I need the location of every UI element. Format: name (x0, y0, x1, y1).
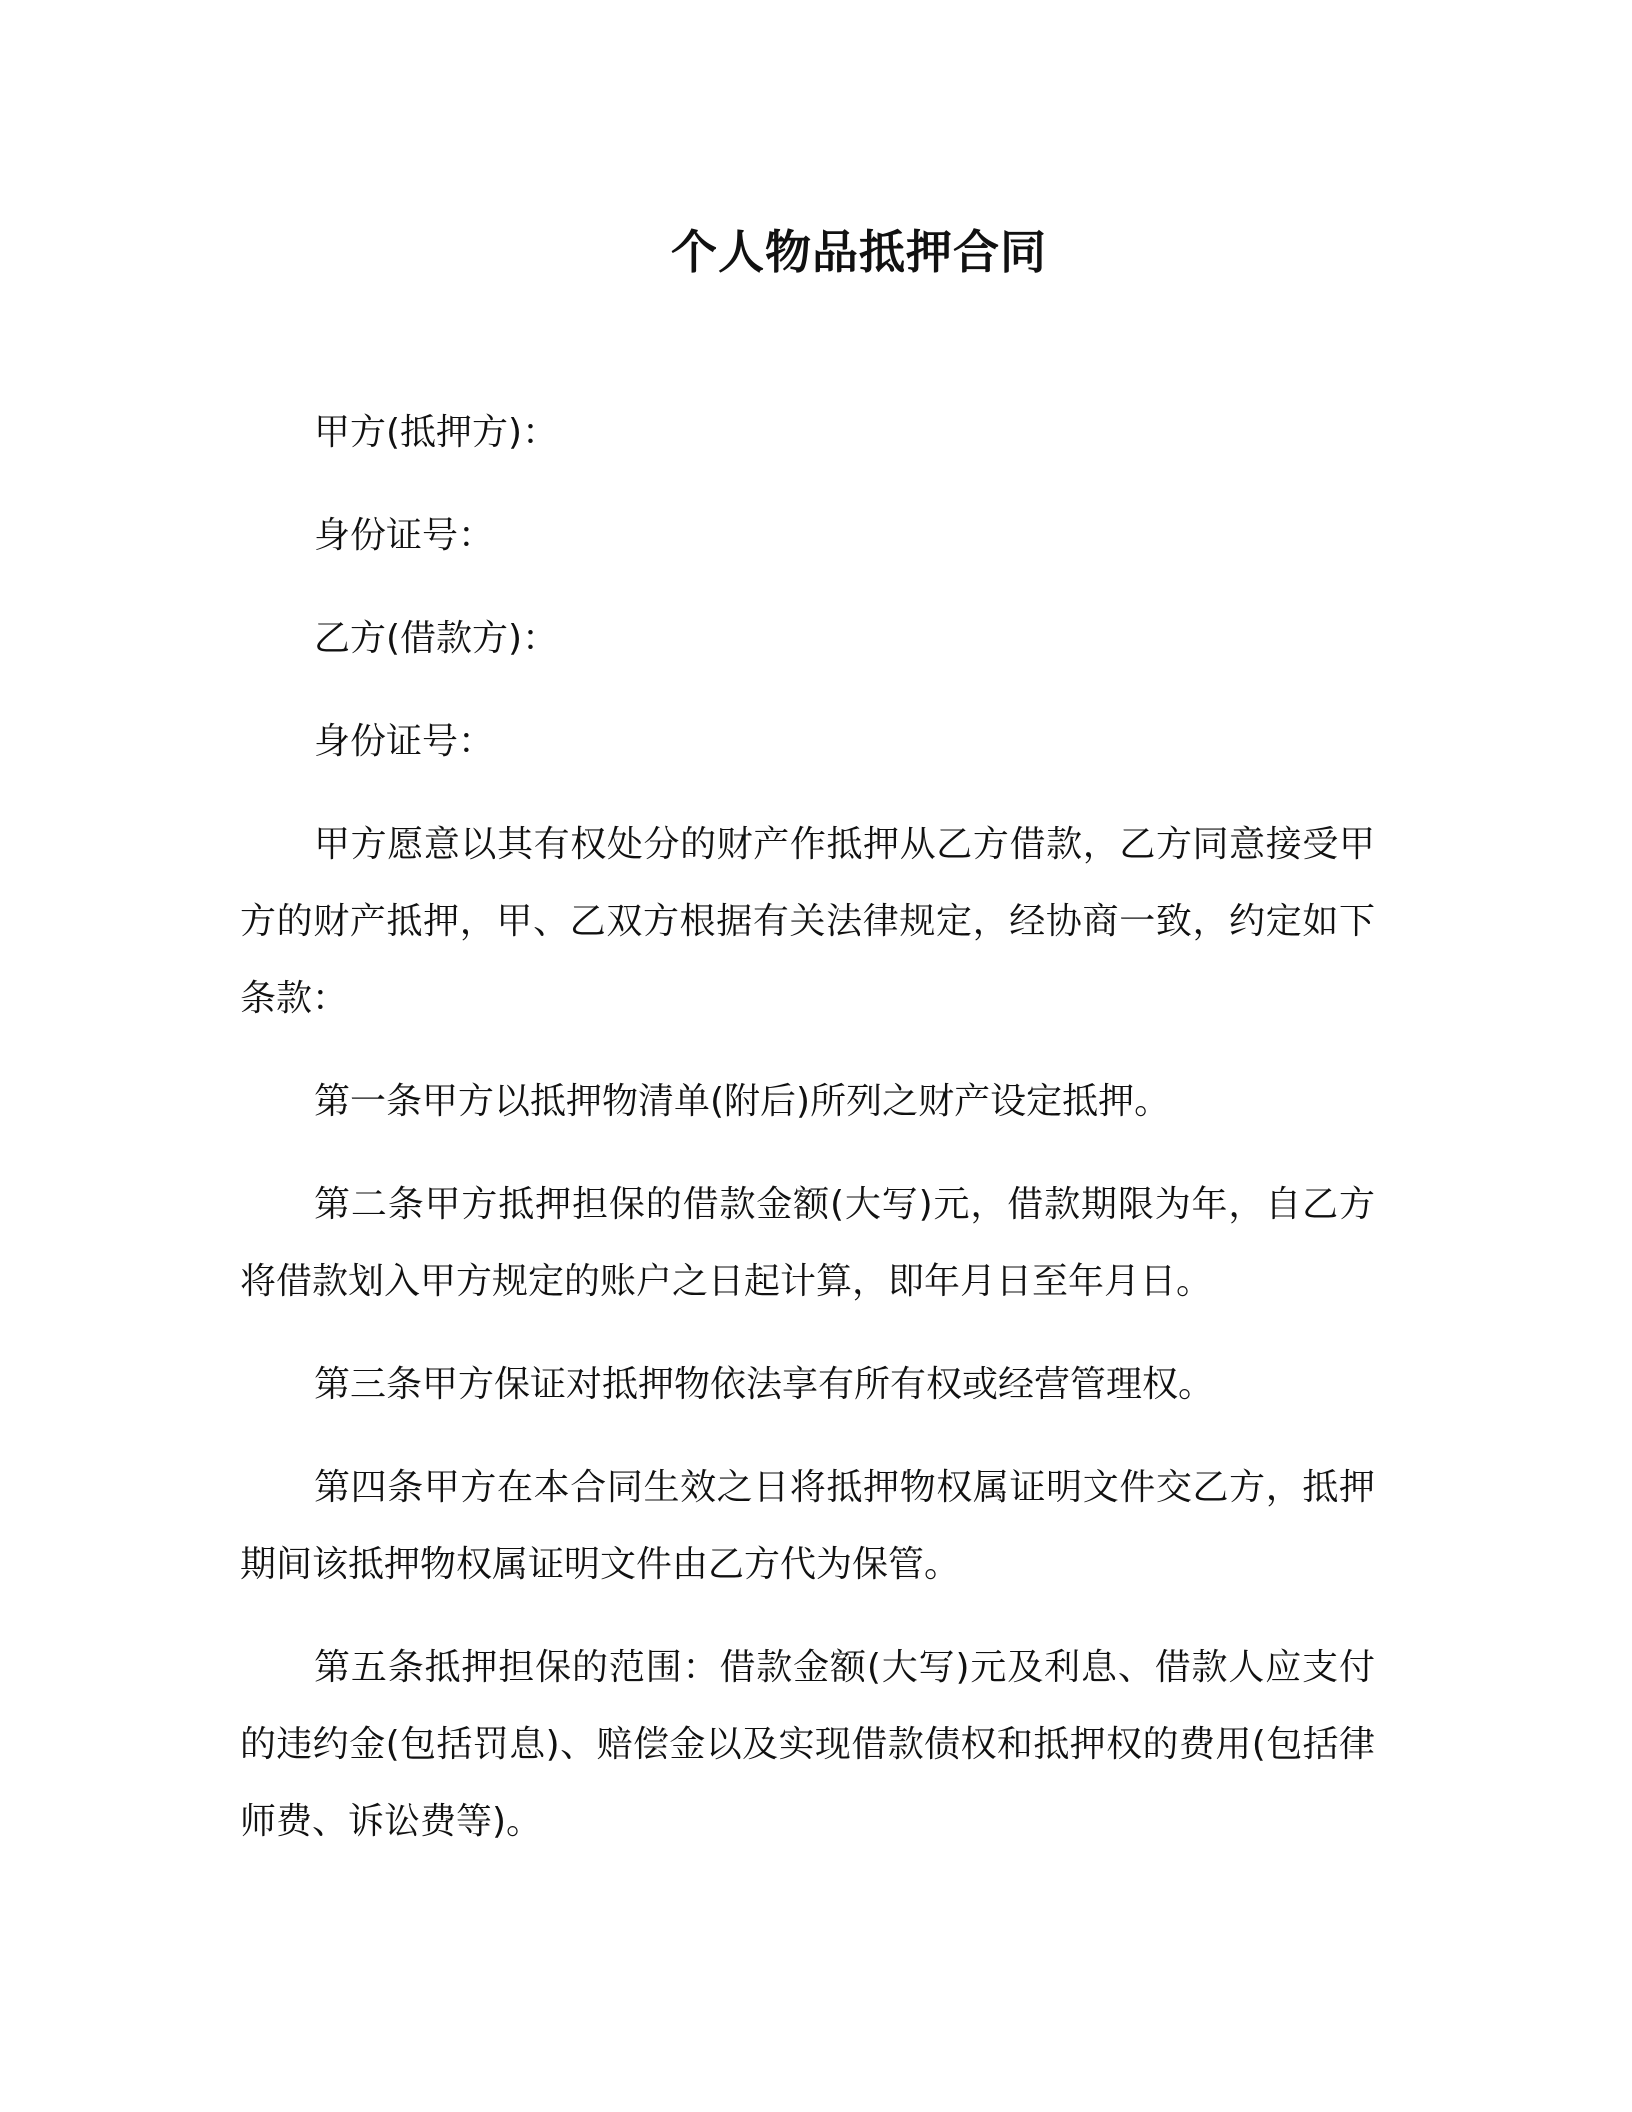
clause-5: 第五条抵押担保的范围：借款金额(大写)元及利息、借款人应支付的违约金(包括罚息)、赔偿金以及实现借款债权和抵押权的费用(包括律师费、诉讼费等)。 (240, 1647, 1375, 1842)
document-body (240, 394, 1375, 1886)
clause-4: 第四条甲方在本合同生效之日将抵押物权属证明文件交乙方，抵押期间该抵押物权属证明文件由乙方代为保管。 (240, 1467, 1375, 1585)
clause-3: 第三条甲方保证对抵押物依法享有所有权或经营管理权。 (314, 1364, 1215, 1405)
clause-2: 第二条甲方抵押担保的借款金额(大写)元，借款期限为年，自乙方将借款划入甲方规定的账户之日起计算，即年月日至年月日。 (240, 1184, 1375, 1302)
party-b-line: 乙方(借款方)： (314, 618, 559, 659)
party-a-id-line: 身份证号： (314, 515, 495, 556)
clause-1: 第一条甲方以抵押物清单(附后)所列之财产设定抵押。 (314, 1081, 1171, 1122)
document-title: 个人物品抵押合同 (671, 225, 1047, 279)
preamble-paragraph: 甲方愿意以其有权处分的财产作抵押从乙方借款，乙方同意接受甲方的财产抵押，甲、乙双方根据有关法律规定，经协商一致，约定如下条款： (240, 824, 1375, 1019)
party-b-id-line: 身份证号： (314, 721, 495, 762)
party-a-line: 甲方(抵押方)： (314, 412, 559, 453)
